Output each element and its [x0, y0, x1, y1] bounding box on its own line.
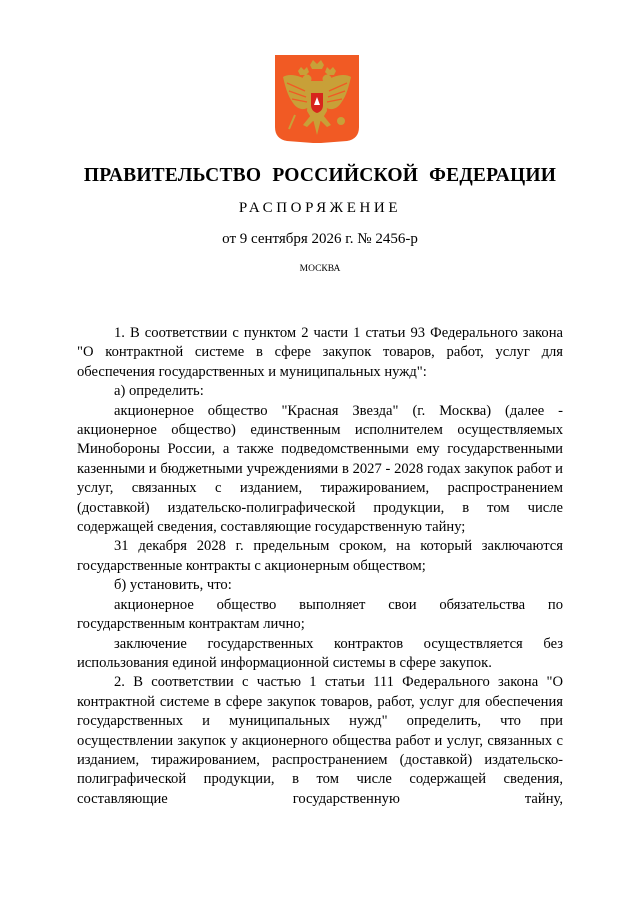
document-date-number: от 9 сентября 2026 г. № 2456-р [222, 231, 418, 247]
paragraph: а) определить: [114, 383, 204, 400]
government-title: ПРАВИТЕЛЬСТВО РОССИЙСКОЙ ФЕДЕРАЦИИ [83, 165, 557, 186]
paragraph: заключение государственных контрактов осуществляется без использования единой информационной системы в сфере закупок. [77, 635, 563, 671]
paragraph: 31 декабря 2028 г. предельным сроком, на который заключаются государственные контракты с акционерным обществом; [77, 538, 563, 574]
paragraph: акционерное общество "Красная Звезда" (г. Москва) (далее - акционерное общество) единственным исполнителем осуществляемых Минобороны России, а также подведомственными ему государственными казенными и бюджетными учреждениями в 2027 - 2028 годах закупок работ и услуг, связанных с изданием, тиражированием, распространением (доставкой) издательско-полиграфической продукции, в том числе содержащей сведения, составляющие государственную тайну; [77, 402, 563, 536]
paragraph: акционерное общество выполняет свои обязательства по государственным контрактам лично; [77, 596, 563, 633]
document-body [77, 324, 563, 809]
document-city: МОСКВА [299, 264, 341, 274]
paragraph: 1. В соответствии с пунктом 2 части 1 статьи 93 Федерального закона "О контрактной системе в сфере закупок товаров, работ, услуг для обеспечения государственных и муниципальных нужд": [77, 325, 563, 380]
paragraph: 2. В соответствии с частью 1 статьи 111 Федерального закона "О контрактной системе в сфере закупок товаров, работ, услуг для обеспечения государственных и муниципальных нужд" определить, что при осуществлении закупок у акционерного общества работ и услуг, связанных с изданием, тиражированием, распространением (доставкой) издательско-полиграфической продукции, в том числе содержащей сведения, составляющие государственную тайну, [77, 674, 563, 807]
russian-coat-of-arms-icon [275, 55, 359, 143]
document-type: РАСПОРЯЖЕНИЕ [238, 200, 402, 216]
paragraph: б) установить, что: [114, 577, 232, 594]
